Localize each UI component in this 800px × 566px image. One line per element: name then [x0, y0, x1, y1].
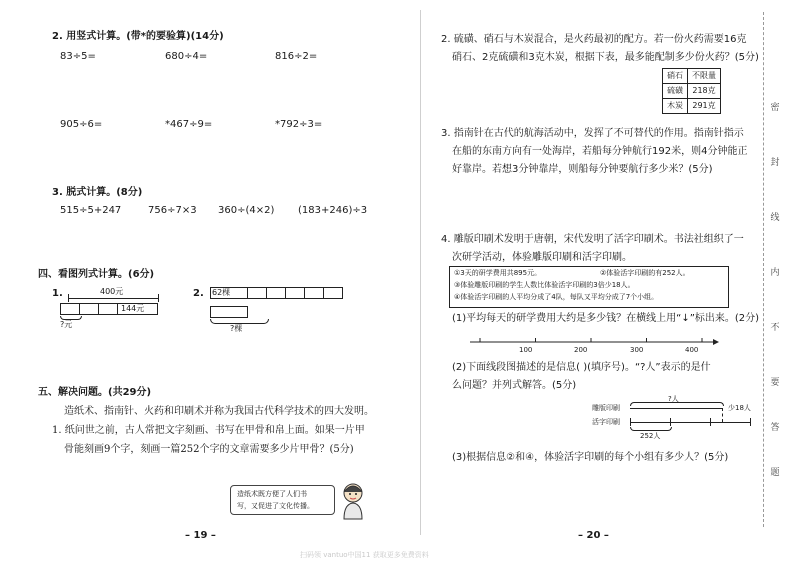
calc-item: 816÷2= [275, 51, 318, 62]
expression-item: 756÷7×3 [148, 205, 197, 216]
table-row: 硫磺 218克 [663, 84, 721, 99]
segment-unknown-label: ?人 [668, 395, 679, 403]
printing-question-text: 4. 雕版印刷术发明于唐朝，宋代发明了活字印刷术。书法社组织了一 [441, 234, 744, 245]
table-row: 木炭 291克 [663, 99, 721, 114]
expression-question-title: 3. 脱式计算。(8分) [52, 187, 143, 198]
expression-item: 515÷5+247 [60, 205, 122, 216]
table-row: 硝石 不限量 [663, 69, 721, 84]
page-divider [420, 10, 421, 535]
number-line [470, 334, 720, 358]
margin-char: 线 [770, 213, 780, 223]
diagram-2-part-label: 62棵 [212, 288, 231, 297]
tick-label: 200 [574, 346, 588, 354]
calc-item: 905÷6= [60, 119, 103, 130]
diagram-1-part-label: 144元 [121, 304, 145, 313]
margin-char: 答 [770, 423, 780, 433]
margin-char: 密 [770, 103, 780, 113]
calc-item: *467÷9= [165, 119, 213, 130]
segment-total-label: 252人 [640, 432, 661, 440]
compass-question-text: 好靠岸。若想3分钟靠岸，则船每分钟要航行多少米？(5分) [452, 164, 713, 175]
seal-line [763, 12, 764, 527]
subquestion-2: (2)下面线段图描述的是信息( )(填序号)。“?人”表示的是什 [452, 362, 711, 373]
tick-label: 300 [630, 346, 644, 354]
margin-char: 不 [770, 323, 780, 333]
compass-question-text: 在船的东南方向有一处海岸，若船每分钟航行192米，则4分钟能正 [452, 146, 748, 157]
printing-question-text: 次研学活动，体验雕版印刷和活字印刷。 [452, 252, 632, 263]
gunpowder-question-text: 2. 硫磺、硝石与木炭混合，是火药最初的配方。若一份火药需要16克 [441, 34, 747, 45]
calc-item: *792÷3= [275, 119, 323, 130]
subquestion-3: (3)根据信息②和④，体验活字印刷的每个小组有多少人？(5分) [452, 452, 729, 463]
calc-item: 680÷4= [165, 51, 208, 62]
segment-less-label: 少18人 [728, 404, 751, 412]
info-item: ①3天的研学费用共895元。 [454, 269, 542, 277]
watermark-text: 扫码领 vantuo中国11 获取更多免费资料 [300, 551, 429, 559]
info-box [449, 266, 729, 308]
margin-char: 封 [770, 158, 780, 168]
margin-char: 题 [770, 468, 780, 478]
calc-question-title: 2. 用竖式计算。(带*的要验算)(14分) [52, 31, 224, 42]
girl-illustration-icon [338, 482, 368, 520]
margin-char: 内 [770, 268, 780, 278]
problem-1-text: 1. 纸问世之前，古人常把文字刻画、书写在甲骨和帛上面。如果一片甲 [52, 425, 365, 436]
speech-bubble: 造纸术既方便了人们书 写，又促进了文化传播。 [230, 485, 335, 515]
segment-label-movable: 活字印刷 [592, 418, 620, 426]
subquestion-1: (1)平均每天的研学费用大约是多少钱？在横线上用“↓”标出来。(2分) [452, 313, 760, 324]
page-number-left: – 19 – [185, 530, 216, 541]
info-item: ③体验雕版印刷的学生人数比体验活字印刷的3倍少18人。 [454, 281, 635, 289]
diagram-2-unknown-label: ?棵 [230, 324, 243, 333]
tick-label: 400 [685, 346, 699, 354]
diagram-1-unknown-label: ?元 [60, 320, 73, 329]
section-4-title: 四、看图列式计算。(6分) [38, 269, 155, 280]
subquestion-2: 么问题？并列式解答。(5分) [452, 380, 577, 391]
diagram-1-number: 1. [52, 288, 63, 299]
expression-item: 360÷(4×2) [218, 205, 275, 216]
ingredient-table [662, 68, 721, 114]
gunpowder-question-text: 硝石、2克硫磺和3克木炭，根据下表，最多能配制多少份火药？(5分) [452, 52, 759, 63]
info-item: ②体验活字印刷的有252人。 [600, 269, 690, 277]
page-number-right: – 20 – [578, 530, 609, 541]
problem-1-text: 骨能刻画9个字，刻画一篇252个字的文章需要多少片甲骨？(5分) [64, 444, 354, 455]
diagram-2-number: 2. [193, 288, 204, 299]
compass-question-text: 3. 指南针在古代的航海活动中，发挥了不可替代的作用。指南针指示 [441, 128, 744, 139]
margin-char: 要 [770, 378, 780, 388]
diagram-1-total-label: 400元 [100, 287, 124, 296]
segment-label-engraving: 雕版印刷 [592, 404, 620, 412]
section-5-intro: 造纸术、指南针、火药和印刷术并称为我国古代科学技术的四大发明。 [64, 406, 374, 417]
info-item: ④体验活字印刷的人平均分成了4队，每队又平均分成了7个小组。 [454, 293, 659, 301]
section-5-title: 五、解决问题。(共29分) [38, 387, 152, 398]
tick-label: 100 [519, 346, 533, 354]
expression-item: (183+246)÷3 [298, 205, 368, 216]
calc-item: 83÷5= [60, 51, 96, 62]
